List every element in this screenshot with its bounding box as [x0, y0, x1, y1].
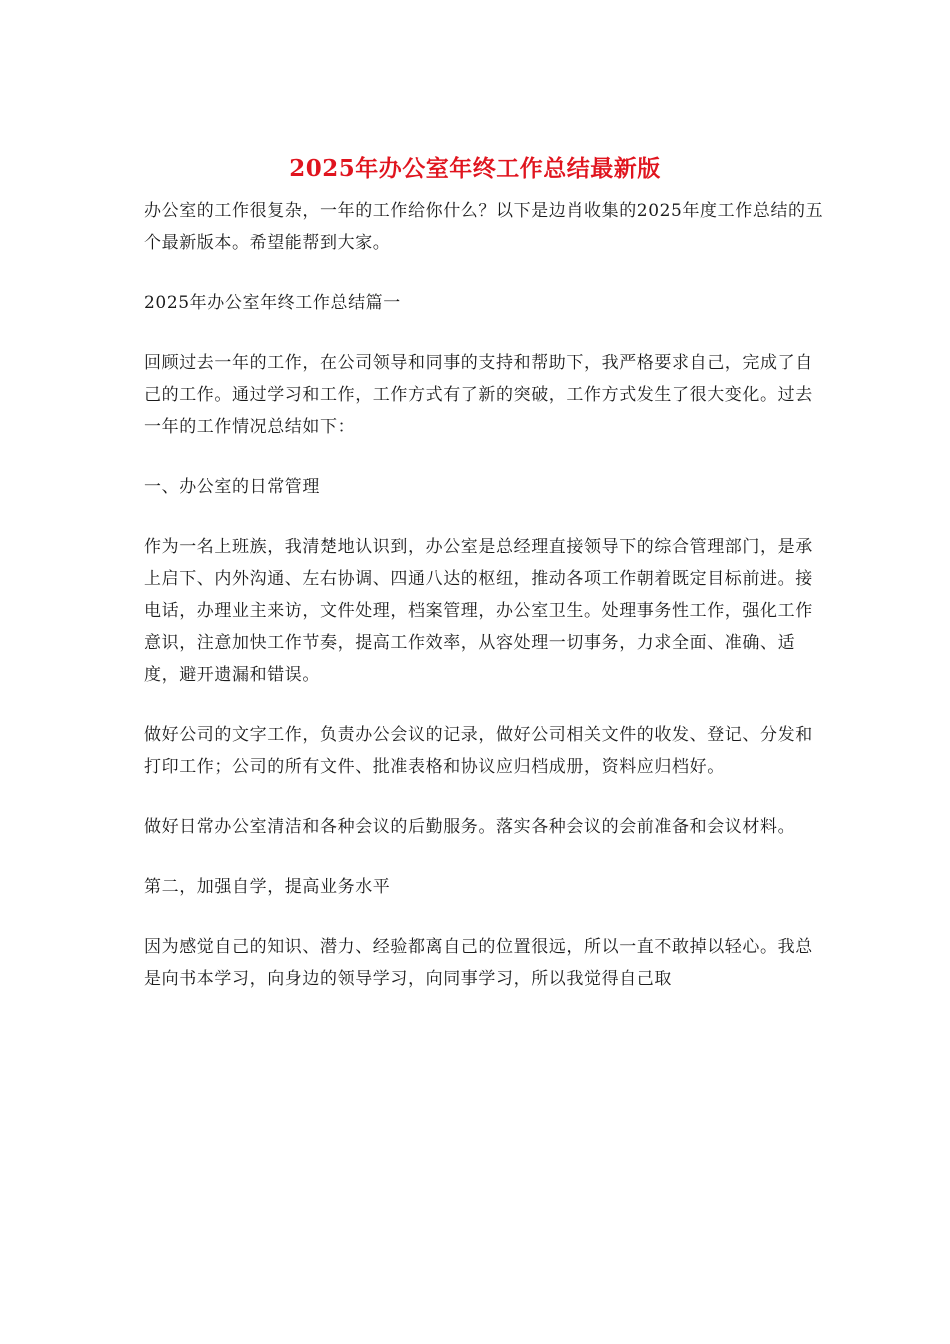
intro-paragraph: 办公室的工作很复杂，一年的工作给你什么？以下是边肖收集的2025年度工作总结的五个最新版本。希望能帮到大家。 [144, 201, 824, 253]
daily-management-paragraph: 作为一名上班族，我清楚地认识到，办公室是总经理直接领导下的综合管理部门，是承上启下、内外沟通、左右协调、四通八达的枢纽，推动各项工作朝着既定目标前进。接电话，办理业主来访，文件处理，档案管理，办公室卫生。处理事务性工作，强化工作意识，注意加快工作节奏，提高工作效率，从容处理一切事务，力求全面、准确、适度，避开遗漏和错误。 [144, 537, 813, 685]
section-heading-part-one: 2025年办公室年终工作总结篇一 [144, 293, 401, 313]
review-paragraph: 回顾过去一年的工作，在公司领导和同事的支持和帮助下，我严格要求自己，完成了自己的工作。通过学习和工作，工作方式有了新的突破，工作方式发生了很大变化。过去一年的工作情况总结如下： [144, 353, 813, 437]
section-heading-self-study: 第二，加强自学，提高业务水平 [144, 877, 391, 897]
self-study-paragraph: 因为感觉自己的知识、潜力、经验都离自己的位置很远，所以一直不敢掉以轻心。我总是向书本学习，向身边的领导学习，向同事学习，所以我觉得自己取 [144, 937, 813, 989]
section-heading-daily-management: 一、办公室的日常管理 [144, 477, 320, 497]
document-title: 2025年办公室年终工作总结最新版 [289, 155, 661, 182]
document-body [144, 195, 824, 1023]
writing-work-paragraph: 做好公司的文字工作，负责办公会议的记录，做好公司相关文件的收发、登记、分发和打印工作；公司的所有文件、批准表格和协议应归档成册，资料应归档好。 [144, 725, 813, 777]
logistics-paragraph: 做好日常办公室清洁和各种会议的后勤服务。落实各种会议的会前准备和会议材料。 [144, 817, 796, 837]
